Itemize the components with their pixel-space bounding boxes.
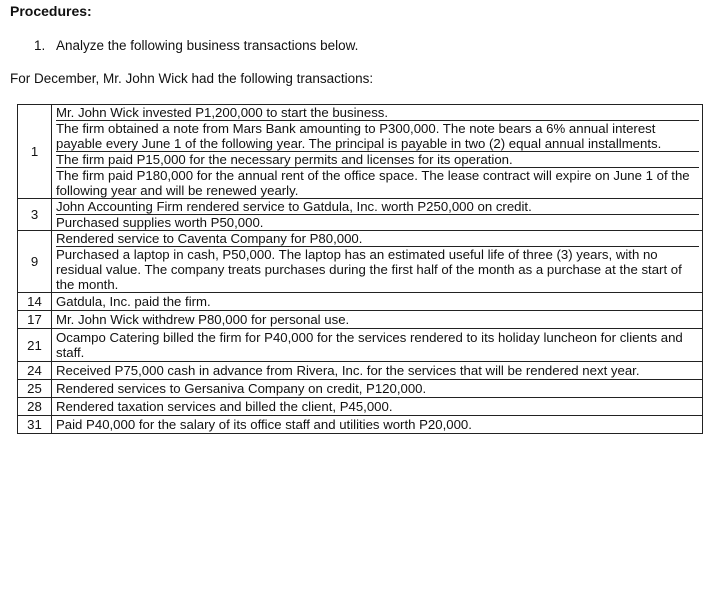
transaction-row (18, 168, 703, 199)
transaction-description: Rendered services to Gersaniva Company on credit, P120,000. (56, 381, 427, 396)
step-number: 1. (34, 38, 46, 53)
transaction-row (18, 398, 703, 416)
transaction-day: 28 (18, 398, 52, 416)
transaction-day: 21 (18, 329, 52, 362)
transaction-row (18, 121, 703, 152)
transaction-description: The firm obtained a note from Mars Bank amounting to P300,000. The note bears a 6% annual interest payable every June 1 of the following year. The principal is payable in two (2) equal annual installments. (56, 121, 699, 152)
transaction-description: Gatdula, Inc. paid the firm. (56, 294, 211, 309)
transaction-row (18, 329, 703, 362)
transaction-description: Received P75,000 cash in advance from Rivera, Inc. for the services that will be rendered next year. (56, 363, 640, 378)
intro-text: For December, Mr. John Wick had the following transactions: (10, 71, 374, 86)
transaction-row (18, 215, 703, 231)
transaction-day: 25 (18, 380, 52, 398)
transaction-day: 14 (18, 293, 52, 311)
transaction-row (18, 293, 703, 311)
transaction-description: Ocampo Catering billed the firm for P40,000 for the services rendered to its holiday luncheon for clients and staff. (56, 330, 683, 360)
transaction-description: Rendered service to Caventa Company for P80,000. (56, 231, 699, 247)
transaction-day: 9 (18, 231, 52, 293)
transaction-description: Rendered taxation services and billed the client, P45,000. (56, 399, 393, 414)
transaction-description: John Accounting Firm rendered service to Gatdula, Inc. worth P250,000 on credit. (56, 199, 699, 215)
transaction-row (18, 105, 703, 122)
transaction-row (18, 152, 703, 168)
transaction-row (18, 380, 703, 398)
transaction-row (18, 416, 703, 434)
transaction-row (18, 362, 703, 380)
transaction-description: The firm paid P180,000 for the annual rent of the office space. The lease contract will expire on June 1 of the following year and will be renewed yearly. (56, 168, 690, 198)
transaction-row (18, 247, 703, 293)
transaction-day: 1 (18, 105, 52, 199)
transaction-day: 24 (18, 362, 52, 380)
procedure-step (34, 38, 358, 53)
transaction-row (18, 311, 703, 329)
transactions-table (17, 104, 703, 434)
transaction-description: Mr. John Wick withdrew P80,000 for personal use. (56, 312, 350, 327)
transaction-description: Purchased supplies worth P50,000. (56, 215, 264, 230)
transaction-day: 3 (18, 199, 52, 231)
transaction-description: The firm paid P15,000 for the necessary permits and licenses for its operation. (56, 152, 699, 168)
transaction-day: 31 (18, 416, 52, 434)
transaction-description: Paid P40,000 for the salary of its office staff and utilities worth P20,000. (56, 417, 472, 432)
transaction-day: 17 (18, 311, 52, 329)
procedures-heading: Procedures: (10, 3, 92, 19)
transaction-row (18, 199, 703, 216)
step-text: Analyze the following business transactions below. (56, 38, 359, 53)
transaction-description: Mr. John Wick invested P1,200,000 to start the business. (56, 105, 699, 121)
transaction-row (18, 231, 703, 248)
transaction-description: Purchased a laptop in cash, P50,000. The laptop has an estimated useful life of three (3) years, with no residual value. The company treats purchases during the first half of the month as a purchase at the start of the month. (56, 247, 682, 292)
